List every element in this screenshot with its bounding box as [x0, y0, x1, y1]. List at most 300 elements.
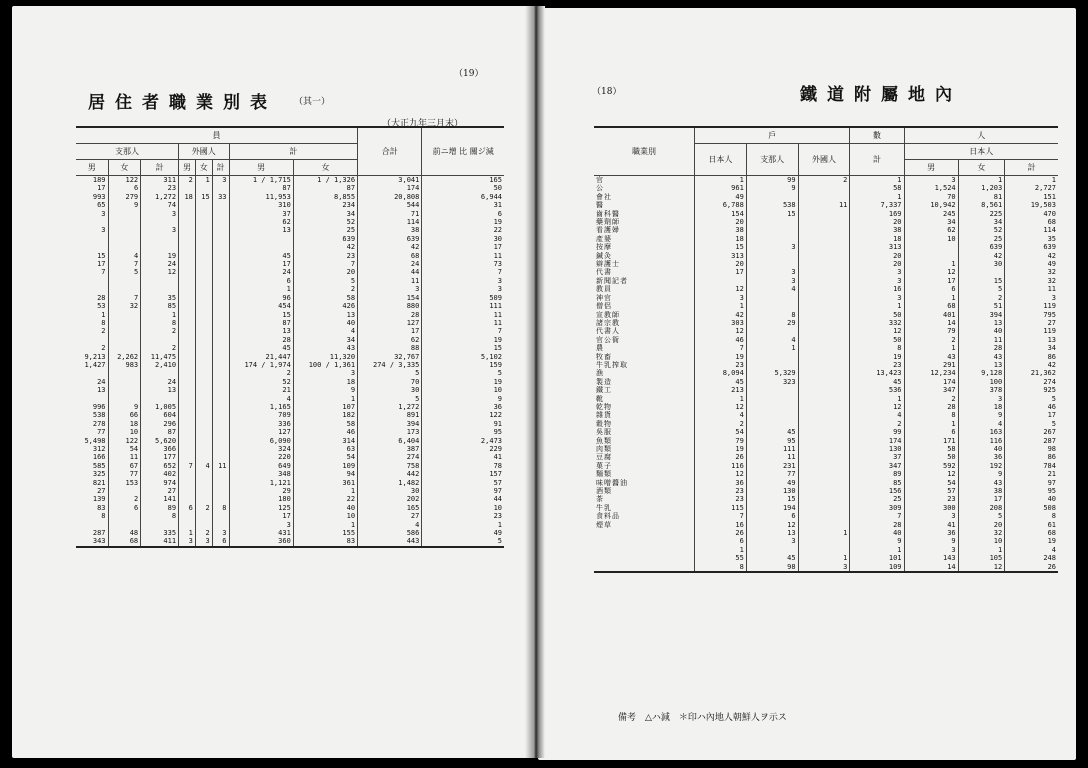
- right-header-people: 人: [904, 127, 1058, 144]
- occupation-label: 製造: [596, 377, 612, 386]
- table-cell: [212, 260, 229, 268]
- table-cell: 157: [422, 470, 504, 478]
- table-cell: 9: [422, 395, 504, 403]
- table-cell: 25: [293, 226, 357, 234]
- table-cell: [76, 235, 108, 243]
- table-cell: 9: [108, 201, 141, 209]
- table-cell: 20: [850, 260, 904, 268]
- table-cell: [798, 336, 850, 344]
- table-cell: 116: [958, 437, 1005, 445]
- table-row: [594, 184, 1058, 192]
- table-cell: 28: [904, 403, 958, 411]
- occupation-label: 醫: [596, 201, 604, 210]
- table-cell: 12: [904, 268, 958, 276]
- table-cell: [179, 369, 196, 377]
- table-cell: [195, 495, 212, 503]
- table-cell: 54: [108, 445, 141, 453]
- table-cell: [195, 184, 212, 192]
- table-cell: [179, 243, 196, 251]
- table-cell: [212, 235, 229, 243]
- table-cell: 100 / 1,361: [293, 361, 357, 369]
- table-cell: [179, 210, 196, 218]
- table-cell: [76, 395, 108, 403]
- table-cell: 154: [358, 294, 422, 302]
- table-cell: 11: [108, 453, 141, 461]
- table-cell: 442: [358, 470, 422, 478]
- table-cell: 19: [1005, 537, 1058, 545]
- table-cell: [212, 453, 229, 461]
- table-cell: [695, 277, 747, 285]
- occupation-label: 食料品: [596, 512, 620, 521]
- table-cell: 1: [850, 176, 904, 185]
- table-cell: 77: [97, 428, 106, 437]
- table-cell: [179, 184, 196, 192]
- table-cell: [141, 369, 179, 377]
- table-cell: 62: [229, 218, 293, 226]
- table-cell: 6: [422, 210, 504, 218]
- table-cell: 6: [904, 428, 958, 436]
- table-cell: 9,128: [958, 369, 1005, 377]
- table-cell: [798, 386, 850, 394]
- table-cell: [798, 462, 850, 470]
- right-sub-total: 計: [1005, 160, 1058, 176]
- table-cell: [746, 327, 798, 335]
- table-cell: 24: [358, 260, 422, 268]
- table-cell: 3: [746, 243, 798, 251]
- left-sub-total-2: 計: [212, 160, 229, 176]
- table-cell: 130: [850, 445, 904, 453]
- table-cell: 993: [92, 192, 106, 201]
- table-cell: 11: [212, 462, 229, 470]
- table-cell: 3: [293, 369, 357, 377]
- table-cell: 3: [746, 268, 798, 276]
- table-row: [594, 344, 1058, 352]
- table-cell: 18: [108, 420, 141, 428]
- occupation-label: 魚類: [596, 436, 612, 445]
- right-header-households: 戶: [695, 127, 850, 144]
- table-cell: [108, 369, 141, 377]
- table-cell: 37: [850, 453, 904, 461]
- table-cell: [212, 470, 229, 478]
- table-cell: 12: [850, 403, 904, 411]
- table-row: [76, 235, 504, 243]
- table-cell: 51: [958, 302, 1005, 310]
- table-cell: [195, 327, 212, 335]
- table-cell: 42: [958, 252, 1005, 260]
- table-cell: 9: [850, 537, 904, 545]
- table-cell: [76, 336, 108, 344]
- table-cell: [746, 260, 798, 268]
- table-cell: [195, 218, 212, 226]
- table-row: [594, 563, 1058, 572]
- table-row: [76, 294, 504, 302]
- table-cell: 42: [358, 243, 422, 251]
- table-cell: 49: [746, 479, 798, 487]
- table-cell: 1: [293, 487, 357, 495]
- table-cell: [141, 336, 179, 344]
- table-cell: 43: [958, 479, 1005, 487]
- table-cell: 29: [229, 487, 293, 495]
- table-cell: 586: [358, 529, 422, 537]
- table-cell: 3: [695, 294, 747, 302]
- table-cell: 394: [358, 420, 422, 428]
- table-cell: 42: [695, 311, 747, 319]
- table-cell: 97: [422, 487, 504, 495]
- table-cell: 174 / 1,974: [229, 361, 293, 369]
- table-cell: 1: [101, 310, 106, 319]
- table-cell: [746, 411, 798, 419]
- table-cell: 1: [958, 176, 1005, 185]
- table-cell: 208: [958, 504, 1005, 512]
- table-row: [594, 504, 1058, 512]
- table-cell: 335: [141, 529, 179, 537]
- table-cell: [195, 277, 212, 285]
- table-cell: 28: [97, 293, 106, 302]
- table-cell: [108, 235, 141, 243]
- table-cell: 6,404: [358, 437, 422, 445]
- table-cell: 4: [850, 411, 904, 419]
- table-cell: [195, 243, 212, 251]
- table-cell: 54: [904, 479, 958, 487]
- table-cell: 159: [422, 361, 504, 369]
- table-cell: 87: [141, 428, 179, 436]
- table-cell: 9: [108, 403, 141, 411]
- table-cell: [179, 319, 196, 327]
- table-cell: [195, 521, 212, 529]
- table-row: [594, 462, 1058, 470]
- table-cell: 151: [1005, 193, 1058, 201]
- table-cell: 336: [229, 420, 293, 428]
- right-occupation-table: [594, 126, 1058, 573]
- table-cell: 12: [695, 327, 747, 335]
- table-cell: 91: [422, 420, 504, 428]
- table-cell: 18: [179, 193, 196, 201]
- table-cell: [212, 319, 229, 327]
- table-cell: 3: [229, 521, 293, 529]
- table-row: [76, 403, 504, 411]
- table-cell: 115: [695, 504, 747, 512]
- occupation-label: 肉類: [596, 445, 612, 453]
- table-cell: 1: [904, 260, 958, 268]
- table-cell: [212, 184, 229, 192]
- table-cell: 7: [850, 512, 904, 520]
- table-cell: 23: [422, 512, 504, 520]
- table-cell: [798, 260, 850, 268]
- table-cell: 45: [746, 428, 798, 436]
- left-sub-female-3: 女: [293, 160, 357, 176]
- table-cell: 639: [358, 235, 422, 243]
- table-cell: [108, 319, 141, 327]
- table-cell: [195, 420, 212, 428]
- table-cell: 544: [358, 201, 422, 209]
- table-cell: 2: [141, 344, 179, 352]
- table-cell: 174: [358, 184, 422, 192]
- table-cell: 17: [229, 260, 293, 268]
- table-cell: [798, 243, 850, 251]
- table-cell: 274: [358, 453, 422, 461]
- table-cell: [798, 537, 850, 545]
- table-cell: 8,561: [958, 201, 1005, 209]
- table-cell: 3: [179, 537, 196, 546]
- table-cell: 44: [358, 268, 422, 276]
- table-cell: 585: [92, 461, 106, 470]
- table-row: [76, 470, 504, 478]
- table-cell: 313: [695, 252, 747, 260]
- table-cell: 21: [1005, 470, 1058, 478]
- table-cell: 387: [358, 445, 422, 453]
- table-row: [594, 193, 1058, 201]
- table-cell: 19,503: [1005, 201, 1058, 209]
- table-cell: [179, 512, 196, 520]
- table-row: [594, 378, 1058, 386]
- table-cell: [212, 344, 229, 352]
- table-cell: 4: [1005, 546, 1058, 554]
- table-cell: 88: [358, 344, 422, 352]
- left-sub-male-2: 男: [179, 160, 196, 176]
- table-cell: 3: [798, 563, 850, 572]
- table-row: [76, 378, 504, 386]
- table-cell: 30: [358, 386, 422, 394]
- table-row: [594, 554, 1058, 562]
- table-cell: 3: [212, 529, 229, 537]
- table-cell: 2: [108, 495, 141, 503]
- table-cell: 245: [904, 210, 958, 218]
- table-cell: [212, 521, 229, 529]
- table-cell: 5: [958, 285, 1005, 293]
- table-cell: 119: [1005, 302, 1058, 310]
- table-cell: 9,213: [84, 352, 106, 361]
- table-cell: 52: [958, 226, 1005, 234]
- table-cell: [798, 294, 850, 302]
- table-cell: 3: [958, 395, 1005, 403]
- table-cell: [108, 378, 141, 386]
- table-cell: 24: [141, 378, 179, 386]
- table-cell: [798, 285, 850, 293]
- table-cell: 65: [97, 201, 106, 210]
- table-cell: [798, 277, 850, 285]
- table-cell: 4: [746, 285, 798, 293]
- table-cell: 974: [141, 479, 179, 487]
- table-cell: [108, 243, 141, 251]
- table-cell: 5: [422, 537, 504, 546]
- table-row: [76, 353, 504, 361]
- occupation-label: 靴: [596, 394, 604, 403]
- table-cell: [798, 218, 850, 226]
- table-cell: [108, 285, 141, 293]
- occupation-label: 穀物: [596, 419, 612, 428]
- table-cell: 3: [850, 294, 904, 302]
- table-row: [594, 260, 1058, 268]
- table-cell: 411: [141, 537, 179, 546]
- table-cell: [212, 361, 229, 369]
- table-cell: 323: [746, 378, 798, 386]
- table-cell: 649: [229, 462, 293, 470]
- table-cell: 43: [293, 344, 357, 352]
- table-cell: 7: [108, 260, 141, 268]
- occupation-label: 牧畜: [596, 352, 612, 361]
- table-cell: 35: [141, 294, 179, 302]
- left-sub-female-1: 女: [108, 160, 141, 176]
- table-cell: 45: [229, 344, 293, 352]
- occupation-label: 吳服: [596, 428, 612, 437]
- table-cell: 1: [695, 395, 747, 403]
- table-cell: 1: [798, 529, 850, 537]
- table-cell: 86: [1005, 453, 1058, 461]
- table-cell: 1,524: [904, 184, 958, 192]
- table-cell: 32: [1005, 277, 1058, 285]
- table-cell: [195, 369, 212, 377]
- table-row: [76, 504, 504, 512]
- table-cell: 229: [422, 445, 504, 453]
- table-cell: [195, 311, 212, 319]
- table-cell: 86: [1005, 353, 1058, 361]
- table-cell: 20: [958, 521, 1005, 529]
- table-cell: [195, 260, 212, 268]
- table-cell: [195, 319, 212, 327]
- table-row: [594, 319, 1058, 327]
- table-cell: 24: [229, 268, 293, 276]
- table-cell: 2: [179, 176, 196, 185]
- table-cell: 169: [850, 210, 904, 218]
- table-cell: 1: [195, 176, 212, 185]
- table-cell: 27: [358, 512, 422, 520]
- table-cell: 310: [229, 201, 293, 209]
- table-cell: 19: [422, 336, 504, 344]
- table-cell: 3: [1005, 294, 1058, 302]
- right-header-occupation: 職業別: [594, 127, 695, 176]
- table-cell: [798, 453, 850, 461]
- table-cell: 311: [141, 176, 179, 185]
- table-cell: 95: [1005, 487, 1058, 495]
- table-cell: [798, 546, 850, 554]
- table-cell: 11: [358, 277, 422, 285]
- table-cell: 26: [695, 529, 747, 537]
- table-cell: 87: [229, 319, 293, 327]
- table-cell: 3: [850, 277, 904, 285]
- table-cell: 63: [293, 445, 357, 453]
- table-row: [594, 285, 1058, 293]
- table-cell: 58: [904, 445, 958, 453]
- table-cell: 296: [141, 420, 179, 428]
- table-cell: [798, 411, 850, 419]
- table-cell: [195, 252, 212, 260]
- table-cell: 443: [358, 537, 422, 546]
- table-cell: [76, 521, 108, 529]
- table-cell: 28: [229, 336, 293, 344]
- table-cell: 1: [229, 285, 293, 293]
- table-cell: 6: [212, 537, 229, 546]
- table-cell: 7,337: [850, 201, 904, 209]
- table-cell: 11,475: [141, 353, 179, 361]
- table-cell: 62: [358, 336, 422, 344]
- table-cell: 1 / 1,715: [229, 176, 293, 185]
- table-row: [594, 386, 1058, 394]
- table-cell: [108, 344, 141, 352]
- table-row: [76, 361, 504, 369]
- table-cell: 925: [1005, 386, 1058, 394]
- table-cell: 50: [850, 336, 904, 344]
- table-cell: 8,094: [695, 369, 747, 377]
- left-header-chinese: 支那人: [76, 144, 179, 160]
- table-cell: [195, 361, 212, 369]
- table-cell: 27: [1005, 319, 1058, 327]
- table-cell: 5: [1005, 420, 1058, 428]
- table-cell: 8: [101, 512, 106, 521]
- table-cell: 89: [850, 470, 904, 478]
- table-cell: 13: [229, 226, 293, 234]
- table-cell: [798, 344, 850, 352]
- table-cell: 309: [850, 504, 904, 512]
- table-cell: [904, 243, 958, 251]
- table-cell: 42: [1005, 361, 1058, 369]
- table-cell: 13: [141, 386, 179, 394]
- table-cell: 156: [850, 487, 904, 495]
- table-cell: 6: [179, 504, 196, 512]
- table-row: [594, 176, 1058, 185]
- table-cell: 43: [958, 353, 1005, 361]
- occupation-label: 神官: [596, 293, 612, 302]
- table-cell: 154: [695, 210, 747, 218]
- table-cell: 23: [293, 252, 357, 260]
- table-cell: 1: [850, 395, 904, 403]
- table-cell: 17: [1005, 411, 1058, 419]
- table-cell: [179, 277, 196, 285]
- table-cell: [179, 437, 196, 445]
- table-cell: 1,427: [84, 360, 106, 369]
- occupation-label: 官公衙: [596, 335, 620, 344]
- table-cell: [212, 487, 229, 495]
- table-cell: [212, 277, 229, 285]
- table-cell: [746, 193, 798, 201]
- table-cell: [179, 218, 196, 226]
- table-cell: [746, 546, 798, 554]
- table-cell: [195, 445, 212, 453]
- table-cell: 10: [904, 235, 958, 243]
- table-cell: [195, 512, 212, 520]
- right-header-count: 數: [850, 127, 904, 144]
- table-cell: 68: [904, 302, 958, 310]
- table-cell: 37: [229, 210, 293, 218]
- table-cell: 97: [1005, 479, 1058, 487]
- table-cell: [179, 445, 196, 453]
- table-cell: 2: [904, 336, 958, 344]
- table-cell: 95: [422, 428, 504, 436]
- table-cell: 23: [904, 495, 958, 503]
- table-cell: 361: [293, 479, 357, 487]
- table-cell: [108, 218, 141, 226]
- table-cell: [195, 386, 212, 394]
- occupation-label: 麵類: [596, 470, 612, 479]
- table-cell: 234: [293, 201, 357, 209]
- table-cell: 23: [141, 184, 179, 192]
- table-cell: 3: [904, 512, 958, 520]
- table-cell: 54: [293, 453, 357, 461]
- table-cell: [179, 495, 196, 503]
- table-cell: 38: [850, 226, 904, 234]
- occupation-label: 諸宗教: [596, 318, 620, 327]
- table-cell: [179, 521, 196, 529]
- table-cell: [798, 428, 850, 436]
- table-cell: [76, 243, 108, 251]
- table-cell: 303: [695, 319, 747, 327]
- table-cell: 3,041: [358, 176, 422, 185]
- table-cell: 114: [358, 218, 422, 226]
- table-cell: [108, 226, 141, 234]
- table-row: [76, 176, 504, 185]
- table-cell: [195, 395, 212, 403]
- table-cell: [746, 353, 798, 361]
- table-cell: 116: [695, 462, 747, 470]
